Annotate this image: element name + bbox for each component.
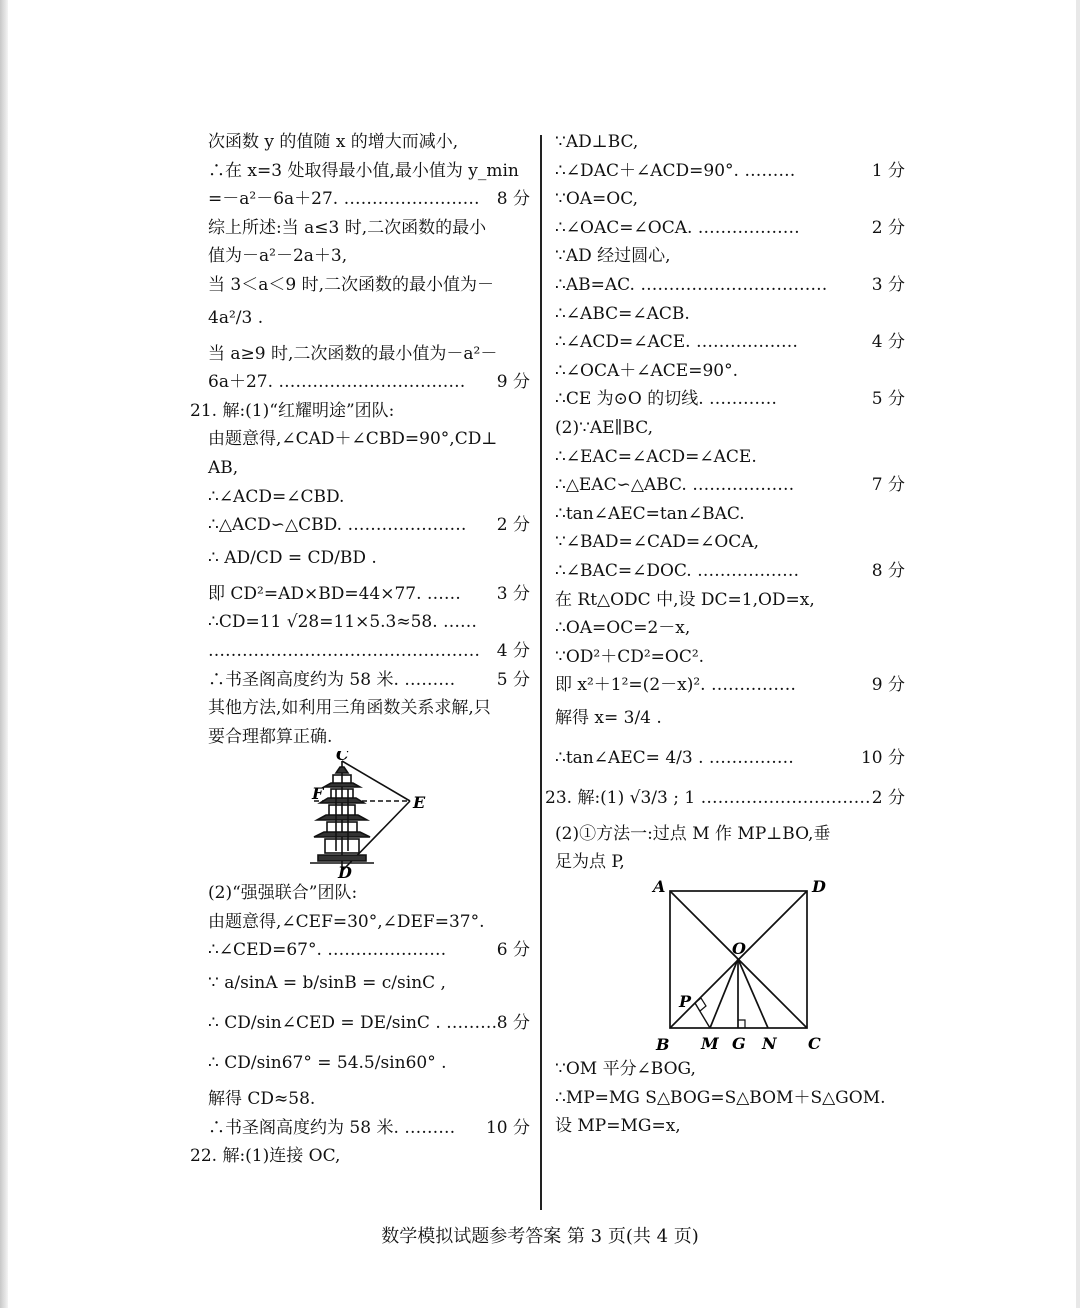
line-text: ∴tan∠AEC=tan∠BAC.	[555, 503, 745, 524]
line-text: ∴∠DAC＋∠ACD=90°. ………	[555, 160, 796, 181]
left-line	[190, 340, 530, 369]
tower-figure	[190, 751, 530, 879]
line-text: ∴△ACD∽△CBD. …………………	[208, 515, 467, 536]
tower-diagram	[190, 751, 530, 879]
square-label-m: M	[701, 1034, 719, 1054]
square-label-a: A	[653, 877, 666, 897]
right-column	[545, 128, 905, 1141]
line-text: 值为－a²－2a＋3,	[208, 246, 348, 267]
line-text: ∴∠OAC=∠OCA. ………………	[555, 217, 800, 238]
left-line	[190, 936, 530, 965]
score-label: 8 分	[871, 560, 905, 581]
line-text: ∴∠ABC=∠ACB.	[555, 303, 690, 324]
left-line	[190, 540, 530, 580]
right-line	[555, 557, 905, 586]
score-label: 3 分	[871, 274, 905, 295]
left-line	[190, 128, 530, 157]
line-text: 6a＋27. ……………………………	[208, 372, 466, 393]
left-line	[190, 637, 530, 666]
right-line	[555, 471, 905, 500]
line-text: ∵AD 经过圆心,	[555, 246, 671, 267]
line-text: ∴tan∠AEC= 4/3 . ……………	[555, 747, 794, 768]
right-line	[555, 414, 905, 443]
tower-label-d: D	[338, 863, 352, 880]
line-text: ∴∠ACD=∠CBD.	[208, 486, 345, 507]
line-text: ∴OA=OC=2－x,	[555, 618, 691, 639]
square-label-p: P	[679, 992, 692, 1012]
right-line	[555, 1055, 905, 1084]
tower-label-f: F	[312, 784, 324, 804]
line-text: 当 3＜a＜9 时,二次函数的最小值为－	[208, 274, 494, 295]
line-text: ∵OA=OC,	[555, 189, 639, 210]
right-line	[555, 643, 905, 672]
line-text: ∴△EAC∽△ABC. ………………	[555, 475, 795, 496]
score-label: 2 分	[871, 787, 905, 808]
line-text: ∴ CD/sin67° = 54.5/sin60° .	[208, 1053, 447, 1074]
right-line	[555, 820, 905, 849]
line-text: 22. 解:(1)连接 OC,	[190, 1146, 341, 1167]
line-text: ∵OD²＋CD²=OC².	[555, 646, 705, 667]
left-line	[190, 908, 530, 937]
right-line	[555, 1112, 905, 1141]
line-text: AB,	[208, 457, 239, 478]
right-line	[555, 500, 905, 529]
right-line	[555, 271, 905, 300]
line-text: (2)“强强联合”团队:	[208, 883, 358, 904]
left-line	[190, 1005, 530, 1045]
line-text: ∵OM 平分∠BOG,	[555, 1059, 696, 1080]
right-line	[555, 671, 905, 700]
score-label: 2 分	[871, 217, 905, 238]
right-line	[555, 700, 905, 740]
left-line	[190, 879, 530, 908]
line-text: 23. 解:(1) √3/3 ; 1 …………………………	[545, 787, 871, 808]
line-text: ∴∠OCA＋∠ACE=90°.	[555, 360, 738, 381]
left-line	[190, 454, 530, 483]
score-label: 10 分	[485, 1117, 530, 1138]
left-line	[190, 271, 530, 300]
score-label: 6 分	[496, 940, 530, 961]
left-line	[190, 157, 530, 186]
square-label-b: B	[656, 1035, 670, 1055]
left-line	[190, 511, 530, 540]
right-line	[555, 586, 905, 615]
line-text: 解得 x= 3/4 .	[555, 707, 662, 728]
line-text: ∵∠BAD=∠CAD=∠OCA,	[555, 532, 759, 553]
score-label: 10 分	[860, 747, 905, 768]
left-line	[190, 723, 530, 752]
right-line	[555, 385, 905, 414]
line-text: ∴∠CED=67°. …………………	[208, 940, 447, 961]
line-text: ∴MP=MG S△BOG=S△BOM＋S△GOM.	[555, 1087, 886, 1108]
right-line	[555, 214, 905, 243]
line-text: ∴书圣阁高度约为 58 米. ………	[208, 669, 456, 690]
line-text: ∴CE 为⊙O 的切线. …………	[555, 389, 778, 410]
tower-label-e: E	[413, 793, 426, 813]
right-line	[555, 848, 905, 877]
square-label-n: N	[762, 1034, 777, 1054]
score-label: 7 分	[871, 475, 905, 496]
line-text: 即 x²＋1²=(2－x)². ……………	[555, 675, 796, 696]
line-text: 在 Rt△ODC 中,设 DC=1,OD=x,	[555, 589, 815, 610]
line-text: ∴AB=AC. ……………………………	[555, 274, 828, 295]
score-label: 9 分	[496, 372, 530, 393]
square-label-g: G	[732, 1034, 746, 1054]
line-text: 由题意得,∠CAD＋∠CBD=90°,CD⊥	[208, 429, 498, 450]
score-label: 1 分	[871, 160, 905, 181]
line-text: ∴∠ACD=∠ACE. ………………	[555, 332, 798, 353]
line-text: ∴∠EAC=∠ACD=∠ACE.	[555, 446, 757, 467]
score-label: 2 分	[496, 515, 530, 536]
right-line	[555, 328, 905, 357]
left-line	[190, 242, 530, 271]
right-line	[555, 740, 905, 780]
line-text: 解得 CD≈58.	[208, 1089, 316, 1110]
score-label: 8 分	[496, 189, 530, 210]
left-line	[190, 694, 530, 723]
right-line	[555, 614, 905, 643]
line-text: ∴书圣阁高度约为 58 米. ………	[208, 1117, 456, 1138]
right-line	[555, 185, 905, 214]
line-text: ∴ AD/CD = CD/BD .	[208, 547, 377, 568]
square-diagram	[555, 877, 905, 1055]
column-divider	[540, 135, 542, 1210]
left-line	[190, 1085, 530, 1114]
line-text: 次函数 y 的值随 x 的增大而减小,	[208, 132, 459, 152]
square-label-o: O	[732, 939, 746, 959]
line-text: ∴在 x=3 处取得最小值,最小值为 y_min	[208, 160, 519, 181]
line-text: 其他方法,如利用三角函数关系求解,只	[208, 698, 491, 719]
left-line	[190, 397, 530, 426]
tower-label-c: C	[336, 751, 349, 765]
left-column	[190, 128, 530, 1171]
left-line	[190, 1114, 530, 1143]
page-footer: 数学模拟试题参考答案 第 3 页(共 4 页)	[381, 1226, 699, 1247]
scan-right-edge	[1076, 0, 1080, 1308]
line-text: …………………………………………	[208, 640, 480, 661]
line-text: 4a²/3 .	[208, 307, 264, 328]
left-line	[190, 1142, 530, 1171]
right-line	[555, 528, 905, 557]
line-text: ∴CD=11 √28=11×5.3≈58. ……	[208, 612, 478, 633]
square-figure	[555, 877, 905, 1055]
score-label: 4 分	[496, 640, 530, 661]
scan-left-edge	[0, 0, 8, 1308]
score-label: 4 分	[871, 332, 905, 353]
left-line	[190, 185, 530, 214]
right-line	[555, 128, 905, 157]
score-label: 3 分	[496, 583, 530, 604]
left-line	[190, 300, 530, 340]
left-line	[190, 483, 530, 512]
line-text: 足为点 P,	[555, 852, 625, 873]
left-line	[190, 608, 530, 637]
right-line	[555, 443, 905, 472]
score-label: 5 分	[871, 389, 905, 410]
left-line	[190, 965, 530, 1005]
line-text: 要合理都算正确.	[208, 726, 333, 747]
left-line	[190, 666, 530, 695]
score-label: 9 分	[871, 675, 905, 696]
line-text: 即 CD²=AD×BD=44×77. ……	[208, 583, 461, 604]
right-line	[555, 157, 905, 186]
score-label: 8 分	[496, 1013, 530, 1034]
line-text: ∵ a/sinA = b/sinB = c/sinC ,	[208, 973, 446, 994]
line-text: ∴∠BAC=∠DOC. ………………	[555, 560, 800, 581]
line-text: 由题意得,∠CEF=30°,∠DEF=37°.	[208, 911, 485, 932]
line-text: ∴ CD/sin∠CED = DE/sinC . ………	[208, 1013, 498, 1034]
left-line	[190, 368, 530, 397]
line-text: (2)①方法一:过点 M 作 MP⊥BO,垂	[555, 823, 831, 844]
right-line	[555, 242, 905, 271]
line-text: 21. 解:(1)“红耀明途”团队:	[190, 400, 395, 421]
line-text: =－a²－6a＋27. ……………………	[208, 189, 480, 210]
line-text: 综上所述:当 a≤3 时,二次函数的最小	[208, 217, 487, 238]
line-text: (2)∵AE∥BC,	[555, 417, 654, 438]
left-line	[190, 214, 530, 243]
square-label-c: C	[808, 1034, 821, 1054]
score-label: 5 分	[496, 669, 530, 690]
square-label-d: D	[812, 877, 826, 897]
right-line	[555, 1084, 905, 1113]
right-line	[555, 357, 905, 386]
line-text: ∵AD⊥BC,	[555, 132, 639, 152]
right-line	[555, 300, 905, 329]
left-line	[190, 580, 530, 609]
line-text: 当 a≥9 时,二次函数的最小值为－a²－	[208, 343, 498, 364]
right-line	[545, 780, 905, 820]
left-line	[190, 425, 530, 454]
left-line	[190, 1045, 530, 1085]
line-text: 设 MP=MG=x,	[555, 1116, 681, 1137]
